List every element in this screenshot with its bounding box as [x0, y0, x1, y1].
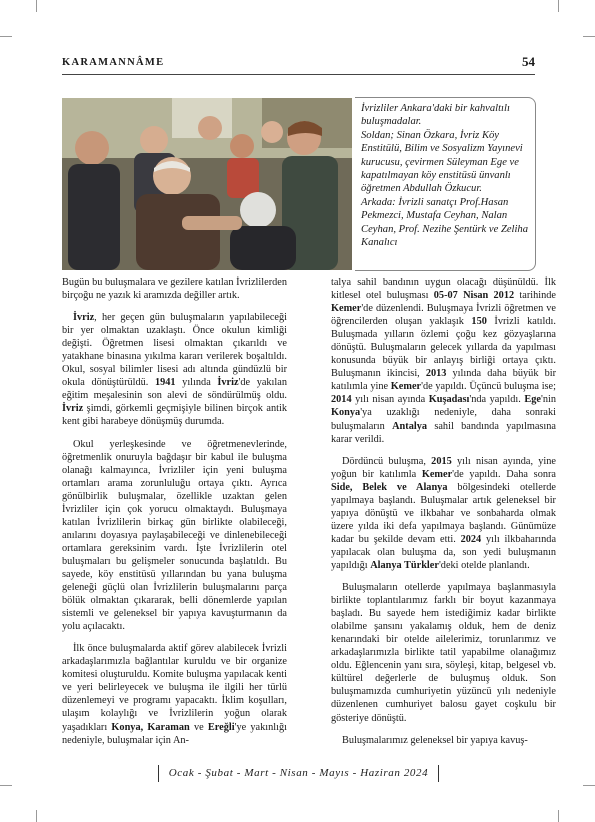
bold-term: Ege	[524, 394, 541, 406]
paragraph: talya sahil bandının uygun olacağı düşünüldü. İlk kitlesel otel buluşması 05-07 Nisan 2012 tarihinde Kemer'de düzenlendi. Buluşmaya İvrizli öğretmen ve öğrencilerden oluşan yaklaşık 150 İvrizli katıldı. Buluşmada yılların özlemi çoğu kez gözyaşlarına dönüştü. Buluşmaların gelecek yıllarda da yapılması konusunda büyük bir anlayış birliği ortaya çıktı. Buluşmanın ikincisi, 2013 yılında daha büyük bir katılımla yine Kemer'de yapıldı. Üçüncü buluşma ise; 2014 yılı nisan ayında Kuşadası'nda yapıldı. Ege'nin Konya'ya uzaklığı nedeniyle, daha sonraki buluşmaların Antalya sahil bandında yapılmasına karar verildi.	[331, 277, 557, 445]
bold-term: Kuşadası	[428, 394, 470, 406]
issue-dates: Ocak - Şubat - Mart - Nisan - Mayıs - Haziran 2024	[168, 767, 429, 780]
paragraph: İvriz, her geçen gün buluşmaların yapılabileceği bir yer olmaktan uzaklaştı. Önce okulun kimliği değişti. Öğretmen lisesi olmaktan çıkarıldı ve yatakhane binasına yıkılma kararı verilerek boşaltıldı. Okul, sosyal bilimler lisesi adı altında gündüzlü bir okula dönüştürüldü. 1941 yılında İvriz'de yakılan eğitim meşalesinin son alevi de söndürülmüş oldu. İvriz şimdi, görkemli geçmişiyle bilinen birçok antik kent gibi harabeye dönüşmüş durumda.	[62, 312, 287, 428]
bold-term: Side, Belek ve Alanya	[331, 481, 448, 493]
bold-term: Ereğli	[207, 721, 235, 733]
crop-mark	[0, 36, 12, 37]
bold-term: İvriz	[73, 312, 95, 324]
page-number: 54	[522, 54, 535, 69]
crop-mark	[36, 810, 37, 822]
crop-mark	[583, 785, 595, 786]
footer-divider	[438, 765, 439, 782]
crop-mark	[558, 0, 559, 12]
paragraph: Buluşmalarımız geleneksel bir yapıya kavuş-	[342, 734, 528, 746]
bold-term: 2013	[425, 368, 447, 380]
photo-caption: İvrizliler Ankara'daki bir kahvaltılı buluşmadalar. Soldan; Sinan Özkara, İvriz Köy Enstitülü, Bilim ve Sosyalizm Yayınevi kurucusu, çevirmen Süleyman Ege ve kapatılmayan köy enstitüsü ünvanlı öğretmen Abdullah Özkucur. Arkada: İvrizli sanatçı Prof.Hasan Pekmezci, Mustafa Ceyhan, Nalan Ceyhan, Prof. Nezihe Şentürk ve Zeliha Kanalıcı	[361, 103, 529, 249]
paragraph: Dördüncü buluşma, 2015 yılı nisan ayında, yine yoğun bir katılımla Kemer'de yapıldı. Daha sonra Side, Belek ve Alanya bölgesindeki otellerde yapılmaya başlandı. Buluşmalar artık geleneksel bir yapıya dönüştü ve ilkbahar ve sonbaharda olmak üzere yılda iki defa yapılmaya başlandı. Günümüze kadar bu şekilde devam etti. 2024 yılı ilkbaharında yapılacak olan buluşma da, son yedi buluşmanın yapıldığı Alanya Türkler'deki otelde planlandı.	[331, 455, 557, 571]
bold-term: Konya, Karaman	[111, 721, 190, 733]
group-photo	[62, 98, 352, 270]
header-rule	[62, 74, 535, 75]
bold-term: Antalya	[392, 420, 428, 432]
bold-term: 150	[471, 316, 487, 328]
paragraph: Bugün bu buluşmalara ve gezilere katılan İvrizlilerden birçoğu ne yazık ki aramızda değiller artık.	[62, 277, 287, 302]
bold-term: Kemer	[421, 468, 453, 480]
crop-mark	[583, 36, 595, 37]
magazine-title: KARAMANNÂME	[62, 57, 165, 68]
crop-mark	[558, 810, 559, 822]
page-footer	[62, 764, 535, 784]
bold-term: Konya	[331, 407, 361, 419]
text-column-left	[62, 276, 287, 756]
bold-term: 2014	[331, 394, 352, 406]
bold-term: Alanya Türkler	[370, 559, 439, 571]
bold-term: İvriz	[62, 403, 84, 415]
crop-mark	[36, 0, 37, 12]
bold-term: 2015	[431, 455, 452, 467]
bold-term: 05-07 Nisan 2012	[433, 290, 515, 302]
text-column-right	[331, 276, 556, 756]
bold-term: Kemer	[331, 303, 362, 315]
crop-mark	[0, 785, 12, 786]
bold-term: 1941	[154, 377, 176, 389]
photo-caption-box	[355, 97, 536, 271]
paragraph: Buluşmaların otellerde yapılmaya başlanmasıyla birlikte toplantılarımız farklı bir boyut kazanmaya başladı. Bu sayede hem istediğimiz kadar birlikte olabilme şansını yakalamış olduk, hem de deniz kenarındaki bir otelde ailelerimiz, torunlarımız ve arkadaşlarımızla birlikte tatil yapabilme olanağımız oldu. Eğlencenin yanı sıra, söyleşi, kitap, belgesel vb. kültürel değerlerle de buluşmuş olduk. Son buluşmamızda cumhuriyetin yüzüncü yılı nedeniyle düzenlenen cumhuriyet balosu gayet coşkulu bir gösteriye dönüştü.	[331, 582, 556, 724]
bold-term: Kemer	[390, 381, 422, 393]
bold-term: 2024	[460, 533, 482, 545]
paragraph: Okul yerleşkesinde ve öğretmenevlerinde, öğretmenlik onuruyla bağdaşır bir kabul ile buluşma olanağı kalmayınca, İvrizliler için yeni buluşma ortamları arama zorunluluğu ortaya çıktı. Ayrıca gönülbirlik buluşmalar, özellikle uzaktan gelen İvrizliler için çok yorucu olmaktaydı. Buluşmaya katılan İvrizlilerin birkaç gün birlikte olabileceği, anılarını doyasıya paylaşabileceği ve dinlenebileceği ortamlara gereksinim vardı. İşte İvrizlilerin otel buluşmaları bu gelişmeler sonucunda başlatıldı. Bu sayede, köy enstitüsü yıllarından bu yana buluşma geleneği güçlü olan İvrizlilerin buluşmalarını parça bölük olmaktan çıkararak, belli dönemlerde yapılan sistemli ve geleneksel bir yapıya kavuşturmanın da yolu açılacaktı.	[62, 438, 287, 633]
page-header	[62, 54, 535, 72]
paragraph: İlk önce buluşmalarda aktif görev alabilecek İvrizli arkadaşlarımızla bağlantılar kuruldu ve bir organize komitesi oluşturuldu. Komite buluşma yapılacak kenti ve yeri belirleyecek ve buluşma ile ilgili her türlü düzenlemeyi ve programı yapacaktı. İklim koşulları, ulaşım kolaylığı ve İvrizlilerin yoğun olarak yaşadıkları Konya, Karaman ve Ereğli'ye yakınlığı nedeniyle, buluşmalar için An-	[62, 643, 287, 746]
bold-term: İvriz	[217, 377, 239, 389]
